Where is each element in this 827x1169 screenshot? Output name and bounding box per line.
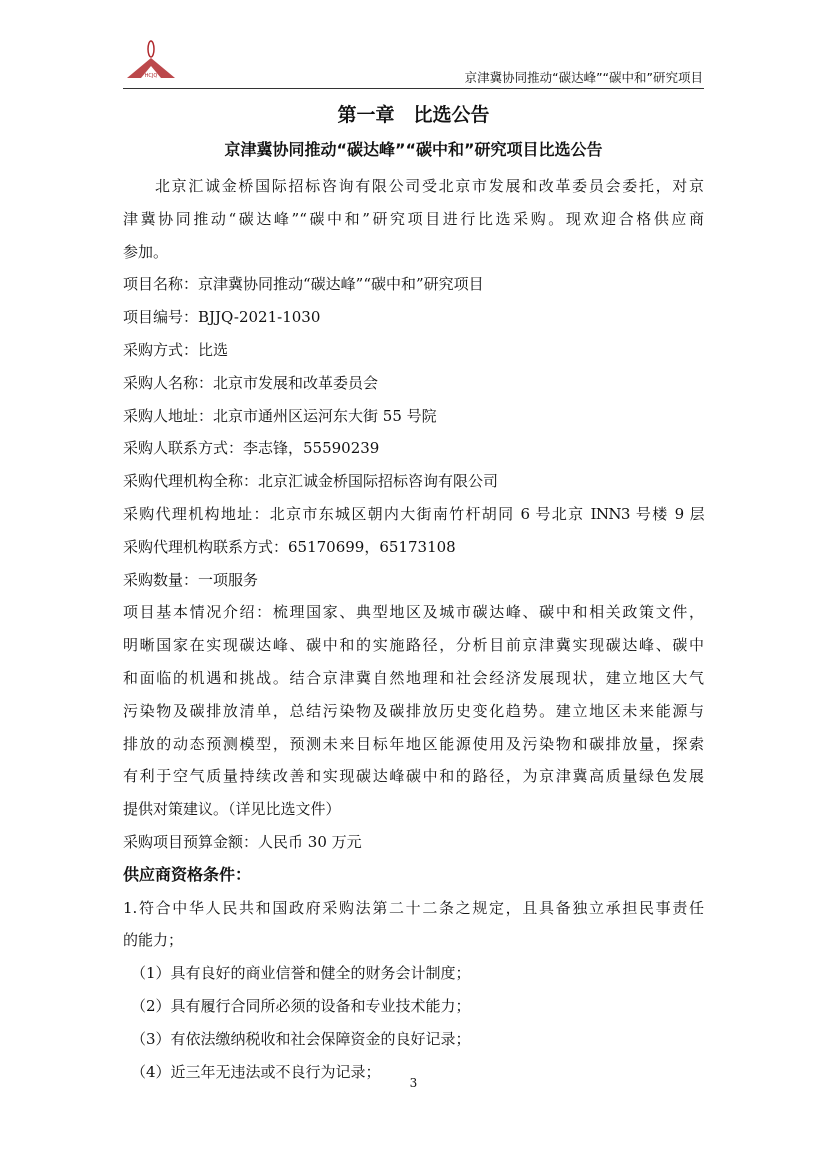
text-line: 参加。 — [123, 242, 169, 261]
list-item: （2）具有履行合同所必须的设备和专业技术能力； — [131, 996, 471, 1015]
list-item: （4）近三年无违法或不良行为记录； — [131, 1062, 381, 1081]
text-line: 1.符合中华人民共和国政府采购法第二十二条之规定，且具备独立承担民事责任 — [123, 898, 704, 917]
chapter-title: 第一章 比选公告 — [337, 104, 490, 126]
header-rule — [123, 88, 704, 89]
announcement-title: 京津冀协同推动“碳达峰”“碳中和”研究项目比选公告 — [224, 140, 603, 159]
text-line: 津冀协同推动“碳达峰”“碳中和”研究项目进行比选采购。现欢迎合格供应商 — [123, 209, 704, 228]
list-item: （3）有依法缴纳税收和社会保障资金的良好记录； — [131, 1029, 471, 1048]
text-line: 采购人地址：北京市通州区运河东大街 55 号院 — [123, 406, 437, 425]
text-line: 采购人名称：北京市发展和改革委员会 — [123, 373, 379, 392]
text-line: 采购代理机构联系方式：65170699，65173108 — [123, 537, 456, 556]
running-header: 京津冀协同推动“碳达峰”“碳中和”研究项目 — [464, 70, 703, 85]
text-line: 采购代理机构地址：北京市东城区朝内大街南竹杆胡同 6 号北京 INN3 号楼 9 层 — [123, 504, 704, 523]
text-line: 的能力； — [123, 931, 184, 950]
document-body — [123, 170, 704, 1088]
svg-text:HCJQ: HCJQ — [144, 73, 158, 79]
text-line: 采购项目预算金额：人民币 30 万元 — [123, 832, 362, 851]
section-heading: 供应商资格条件： — [123, 864, 252, 884]
text-line: 项目编号：BJJQ-2021-1030 — [123, 308, 321, 327]
text-line: 提供对策建议。（详见比选文件） — [123, 800, 341, 819]
text-line: 采购人联系方式：李志锋，55590239 — [123, 439, 380, 458]
text-line: 采购数量：一项服务 — [123, 570, 259, 589]
text-line: 和面临的机遇和挑战。结合京津冀自然地理和社会经济发展现状，建立地区大气 — [123, 668, 704, 687]
company-logo — [125, 40, 177, 82]
text-line: 项目基本情况介绍：梳理国家、典型地区及城市碳达峰、碳中和相关政策文件， — [123, 603, 704, 622]
text-line: 明晰国家在实现碳达峰、碳中和的实施路径，分析目前京津冀实现碳达峰、碳中 — [123, 636, 704, 655]
list-item: （1）具有良好的商业信誉和健全的财务会计制度； — [131, 964, 471, 983]
text-line: 有利于空气质量持续改善和实现碳达峰碳中和的路径，为京津冀高质量绿色发展 — [123, 767, 704, 786]
text-line: 北京汇诚金桥国际招标咨询有限公司受北京市发展和改革委员会委托，对京 — [155, 177, 704, 195]
text-line: 项目名称：京津冀协同推动“碳达峰”“碳中和”研究项目 — [123, 275, 484, 294]
text-line: 采购方式：比选 — [123, 340, 229, 359]
text-line: 污染物及碳排放清单，总结污染物及碳排放历史变化趋势。建立地区未来能源与 — [123, 701, 704, 720]
text-line: 采购代理机构全称：北京汇诚金桥国际招标咨询有限公司 — [123, 472, 499, 491]
text-line: 排放的动态预测模型，预测未来目标年地区能源使用及污染物和碳排放量，探索 — [123, 734, 704, 753]
page-number: 3 — [409, 1076, 418, 1090]
